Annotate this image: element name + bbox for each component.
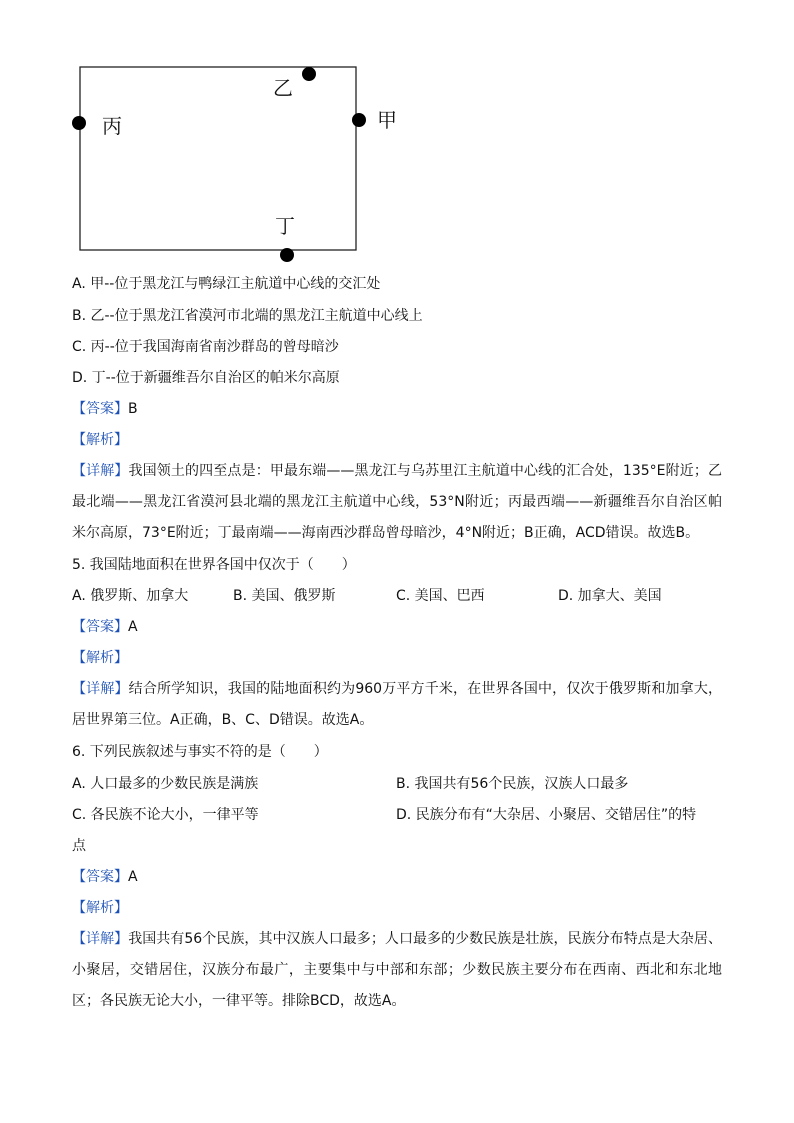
label-bing: 丙 (102, 114, 122, 138)
detail-tag: 【详解】 (72, 681, 129, 697)
q6-option-a: A. 人口最多的少数民族是满族 (72, 776, 259, 792)
label-yi: 乙 (273, 76, 293, 100)
q5-option-a: A. 俄罗斯、加拿大 (72, 588, 189, 604)
q4-option-b: B. 乙--位于黑龙江省漠河市北端的黑龙江主航道中心线上 (72, 308, 423, 324)
q6-option-c: C. 各民族不论大小，一律平等 (72, 807, 259, 823)
detail-text: 我国领土的四至点是：甲最东端——黑龙江与乌苏里江主航道中心线的汇合处，135°E附近；乙最北端——黑龙江省漠河县北端的黑龙江主航道中心线，53°N附近；丙最西端——新疆维吾尔自治区帕米尔高原，73°E附近；丁最南端——海南西沙群岛曾母暗沙，4°N附近；B正确，ACD错误。故选B。 (72, 463, 723, 541)
q5-option-d: D. 加拿大、美国 (558, 588, 662, 604)
q5-detail (72, 674, 722, 736)
detail-tag: 【详解】 (72, 463, 129, 479)
q4-option-a: A. 甲--位于黑龙江与鸭绿江主航道中心线的交汇处 (72, 276, 381, 292)
point-ding (280, 248, 294, 262)
answer-value: A (128, 619, 138, 635)
q4-option-d: D. 丁--位于新疆维吾尔自治区的帕米尔高原 (72, 370, 340, 386)
point-bing (72, 116, 86, 130)
q4-answer (72, 399, 138, 419)
q5-answer (72, 617, 138, 637)
q5-stem: 5. 我国陆地面积在世界各国中仅次于（ ） (72, 557, 356, 573)
point-yi (302, 67, 316, 81)
detail-text: 结合所学知识，我国的陆地面积约为960万平方千米，在世界各国中，仅次于俄罗斯和加拿大，居世界第三位。A正确，B、C、D错误。故选A。 (72, 681, 722, 728)
answer-value: B (128, 401, 138, 417)
q4-option-c: C. 丙--位于我国海南省南沙群岛的曾母暗沙 (72, 339, 339, 355)
label-ding: 丁 (275, 214, 295, 238)
answer-tag: 【答案】 (72, 869, 128, 885)
q6-stem: 6. 下列民族叙述与事实不符的是（ ） (72, 744, 328, 760)
diagram-frame (80, 67, 356, 250)
label-jia: 甲 (377, 108, 397, 132)
q6-option-d: D. 民族分布有“大杂居、小聚居、交错居住”的特 (396, 807, 697, 823)
q6-option-b: B. 我国共有56个民族，汉族人口最多 (396, 776, 629, 792)
diagram-box (60, 60, 420, 270)
point-jia (352, 113, 366, 127)
answer-tag: 【答案】 (72, 401, 128, 417)
q6-answer (72, 867, 138, 887)
q5-option-b: B. 美国、俄罗斯 (233, 588, 336, 604)
q6-option-d-cont: 点 (72, 838, 86, 854)
q4-detail (72, 456, 722, 549)
answer-tag: 【答案】 (72, 619, 128, 635)
detail-text: 我国共有56个民族，其中汉族人口最多；人口最多的少数民族是壮族，民族分布特点是大杂居、小聚居，交错居住，汉族分布最广，主要集中与中部和东部；少数民族主要分布在西南、西北和东北地区；各民族无论大小，一律平等。排除BCD，故选A。 (72, 931, 723, 1009)
territory-diagram (60, 60, 420, 270)
answer-value: A (128, 869, 138, 885)
q4-analysis-tag: 【解析】 (72, 432, 128, 448)
q5-option-c: C. 美国、巴西 (396, 588, 485, 604)
q5-analysis-tag: 【解析】 (72, 650, 128, 666)
q6-detail (72, 924, 722, 1017)
detail-tag: 【详解】 (72, 931, 129, 947)
q6-analysis-tag: 【解析】 (72, 900, 128, 916)
